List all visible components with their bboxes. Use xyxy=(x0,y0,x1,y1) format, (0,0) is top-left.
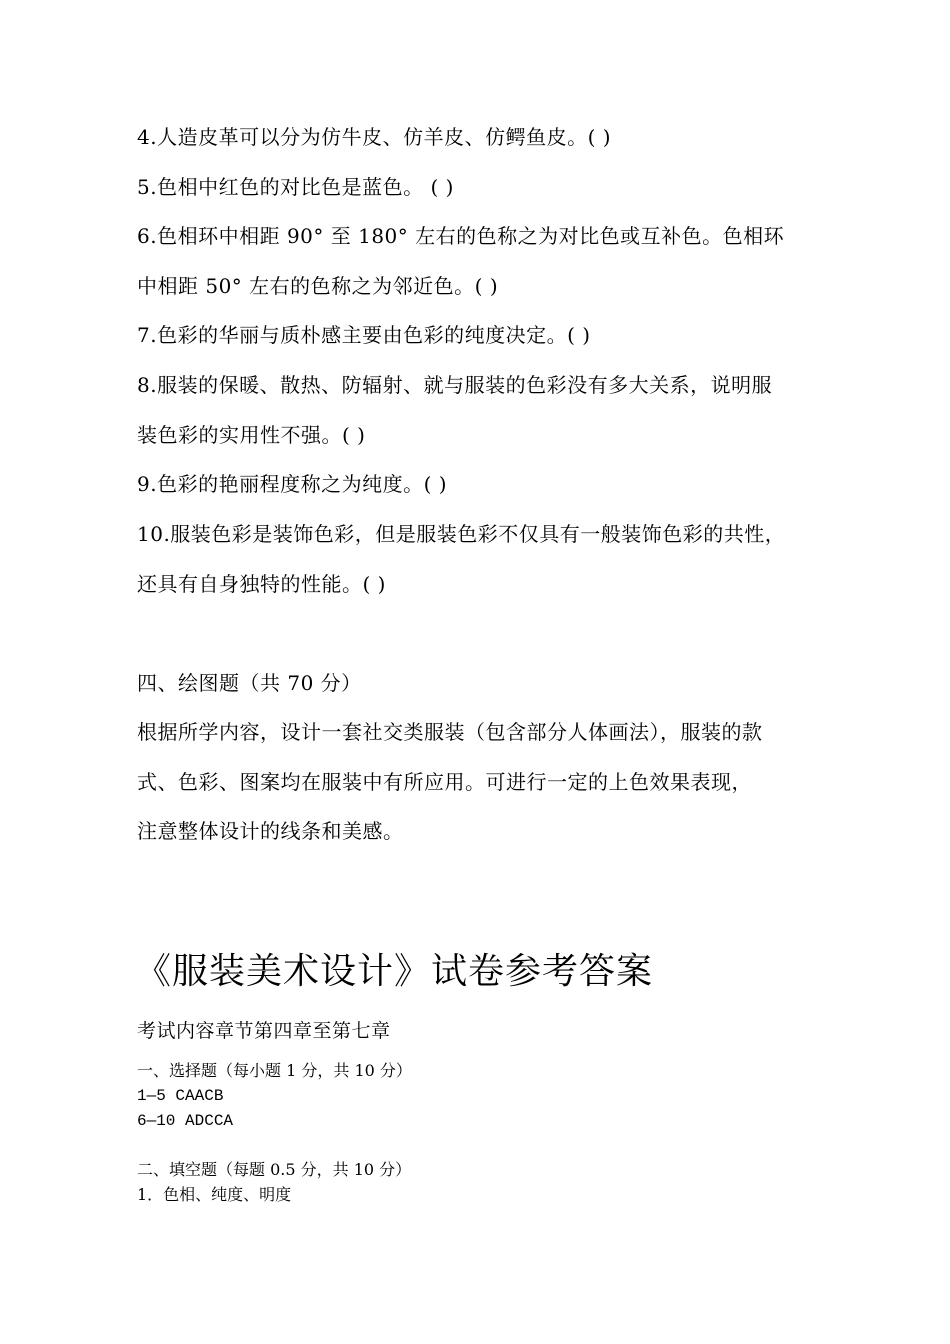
exam-scope: 考试内容章节第四章至第七章 xyxy=(137,1020,391,1042)
question-7: 7.色彩的华丽与质朴感主要由色彩的纯度决定。( ) xyxy=(137,323,591,347)
part-2-answer-1: 1．色相、纯度、明度 xyxy=(137,1185,292,1204)
question-5: 5.色相中红色的对比色是蓝色。 ( ) xyxy=(137,175,454,199)
section-4-text-line-1: 根据所学内容，设计一套社交类服装（包含部分人体画法），服装的款 xyxy=(137,720,763,744)
question-6-line-2: 中相距 50° 左右的色称之为邻近色。( ) xyxy=(137,274,499,298)
part-1-heading: 一、选择题（每小题 1 分，共 10 分） xyxy=(137,1061,412,1080)
part-1-answers-row-2: 6—10 ADCCA xyxy=(137,1112,234,1130)
section-4-text-line-2: 式、色彩、图案均在服装中有所应用。可进行一定的上色效果表现， xyxy=(137,770,752,794)
question-9: 9.色彩的艳丽程度称之为纯度。( ) xyxy=(137,472,448,496)
part-2-heading: 二、填空题（每题 0.5 分，共 10 分） xyxy=(137,1160,412,1179)
section-4-heading: 四、绘图题（共 70 分） xyxy=(137,671,362,695)
question-8-line-2: 装色彩的实用性不强。( ) xyxy=(137,423,366,447)
question-4: 4.人造皮革可以分为仿牛皮、仿羊皮、仿鳄鱼皮。( ) xyxy=(137,125,612,149)
question-10-line-2: 还具有自身独特的性能。( ) xyxy=(137,572,386,596)
answer-key-title: 《服装美术设计》试卷参考答案 xyxy=(135,951,654,992)
section-4-text-line-3: 注意整体设计的线条和美感。 xyxy=(137,819,404,843)
question-8-line-1: 8.服装的保暖、散热、防辐射、就与服装的色彩没有多大关系，说明服 xyxy=(137,373,773,397)
part-1-answers-row-1: 1—5 CAACB xyxy=(137,1087,224,1105)
question-10-line-1: 10.服装色彩是装饰色彩，但是服装色彩不仅具有一般装饰色彩的共性， xyxy=(137,522,786,546)
question-6-line-1: 6.色相环中相距 90° 至 180° 左右的色称之为对比色或互补色。色相环 xyxy=(137,224,785,248)
